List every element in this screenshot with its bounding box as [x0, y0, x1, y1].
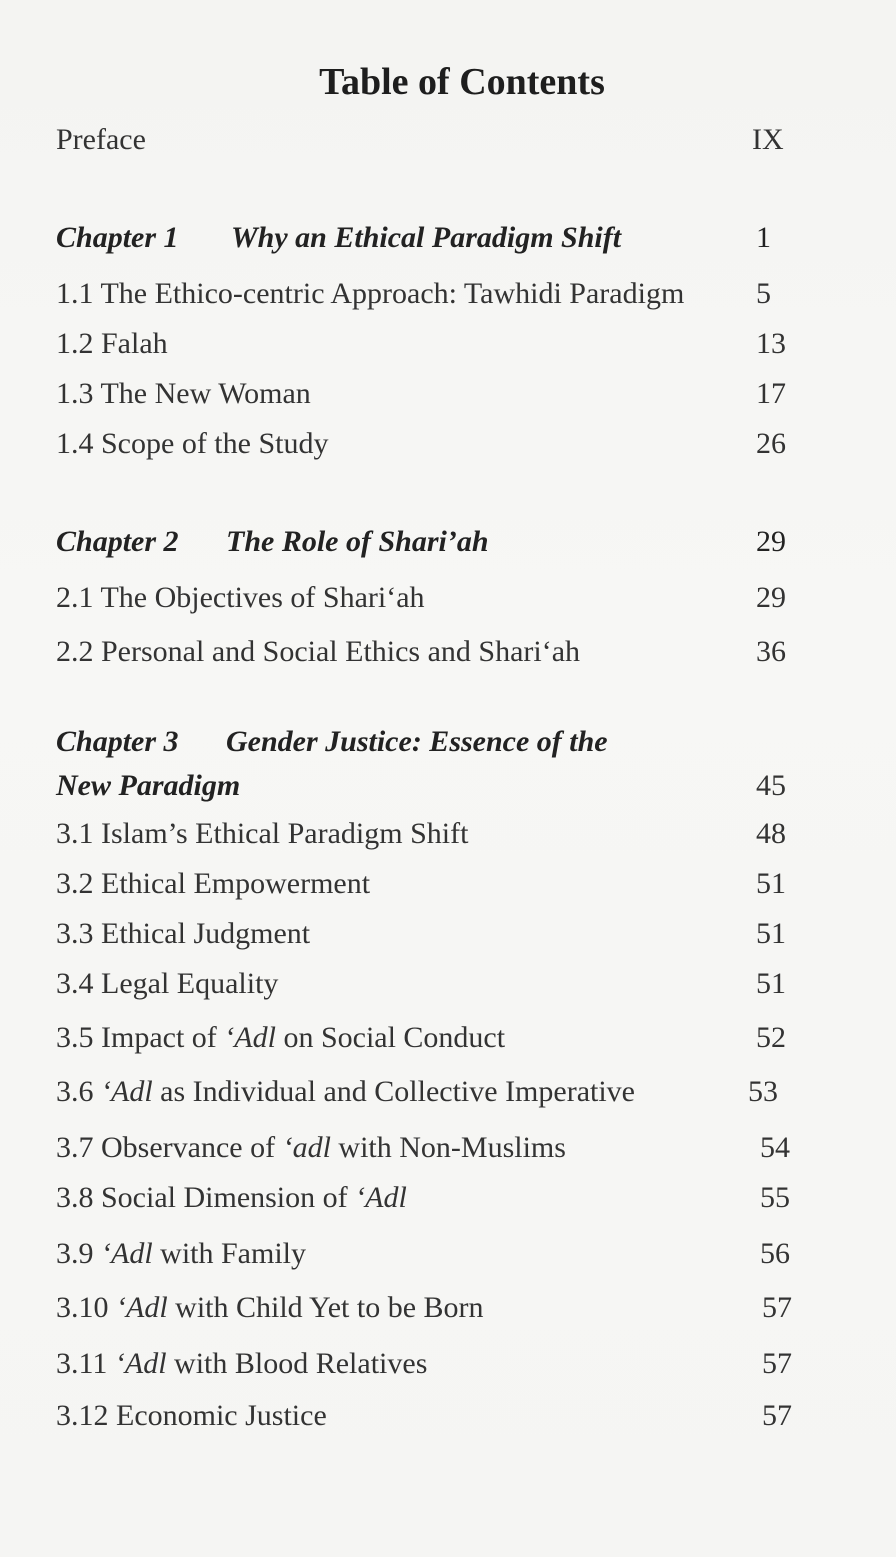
entry-page: 57	[762, 1291, 792, 1324]
chapter-title: Why an Ethical Paradigm Shift	[231, 221, 622, 254]
entry-page: 56	[760, 1237, 790, 1270]
entry-label: 2.1 The Objectives of Shari‘ah	[56, 581, 425, 614]
chapter-title-line1: Gender Justice: Essence of the	[226, 725, 608, 758]
entry-page: 51	[756, 917, 786, 950]
entry-page: 51	[756, 967, 786, 1000]
entry-page: 48	[756, 817, 786, 850]
entry-label: 3.2 Ethical Empowerment	[56, 867, 371, 900]
entry-label: 3.8 Social Dimension of ‘Adl	[56, 1181, 407, 1214]
chapter-number: Chapter 2	[56, 525, 179, 558]
italic-term: ‘Adl	[224, 1021, 276, 1054]
entry-label: 3.10 ‘Adl with Child Yet to be Born	[56, 1291, 484, 1324]
entry-page: 53	[748, 1075, 778, 1108]
entry-page: 36	[756, 635, 786, 668]
entry-page: 55	[760, 1181, 790, 1214]
entry-page: 29	[756, 525, 786, 558]
chapter-number: Chapter 3	[56, 725, 179, 758]
italic-term: ‘Adl	[355, 1181, 407, 1214]
entry-page: 29	[756, 581, 786, 614]
entry-page: 5	[756, 277, 771, 310]
entry-page: 57	[762, 1399, 792, 1432]
entry-label: 2.2 Personal and Social Ethics and Shari‘ah	[56, 635, 581, 668]
entry-label: 3.7 Observance of ‘adl with Non-Muslims	[56, 1131, 566, 1164]
entry-label: 3.12 Economic Justice	[56, 1399, 327, 1432]
chapter-number: Chapter 1	[56, 221, 179, 254]
entry-label: 3.4 Legal Equality	[56, 967, 279, 1000]
entry-label: 1.1 The Ethico-centric Approach: Tawhidi Paradigm	[56, 277, 685, 310]
entry-page: 51	[756, 867, 786, 900]
entry-label: 3.9 ‘Adl with Family	[56, 1237, 306, 1270]
entry-page: 57	[762, 1347, 792, 1380]
entry-page: IX	[752, 123, 784, 156]
entry-label: 3.11 ‘Adl with Blood Relatives	[56, 1347, 428, 1380]
entry-label: 3.1 Islam’s Ethical Paradigm Shift	[56, 817, 469, 850]
entry-page: 13	[756, 327, 786, 360]
chapter-title: The Role of Shari’ah	[226, 525, 489, 558]
entry-page: 26	[756, 427, 786, 460]
italic-term: ‘Adl	[114, 1347, 167, 1380]
chapter-title-line2: New Paradigm	[56, 769, 241, 802]
page-title: Table of Contents	[319, 61, 605, 103]
italic-term: ‘Adl	[101, 1075, 153, 1108]
entry-label: Preface	[56, 123, 146, 156]
entry-label: 1.4 Scope of the Study	[56, 427, 329, 460]
entry-page: 45	[756, 769, 786, 802]
entry-label: 3.6 ‘Adl as Individual and Collective Imperative	[56, 1075, 635, 1108]
entry-page: 54	[760, 1131, 790, 1164]
entry-label: 3.5 Impact of ‘Adl on Social Conduct	[56, 1021, 506, 1054]
italic-term: ‘adl	[282, 1131, 331, 1164]
entry-page: 1	[756, 221, 771, 254]
entry-label: 3.3 Ethical Judgment	[56, 917, 311, 950]
entry-page: 52	[756, 1021, 786, 1054]
entry-label: 1.3 The New Woman	[56, 377, 311, 410]
italic-term: ‘Adl	[116, 1291, 168, 1324]
entry-label: 1.2 Falah	[56, 327, 168, 360]
italic-term: ‘Adl	[101, 1237, 153, 1270]
entry-page: 17	[756, 377, 786, 410]
